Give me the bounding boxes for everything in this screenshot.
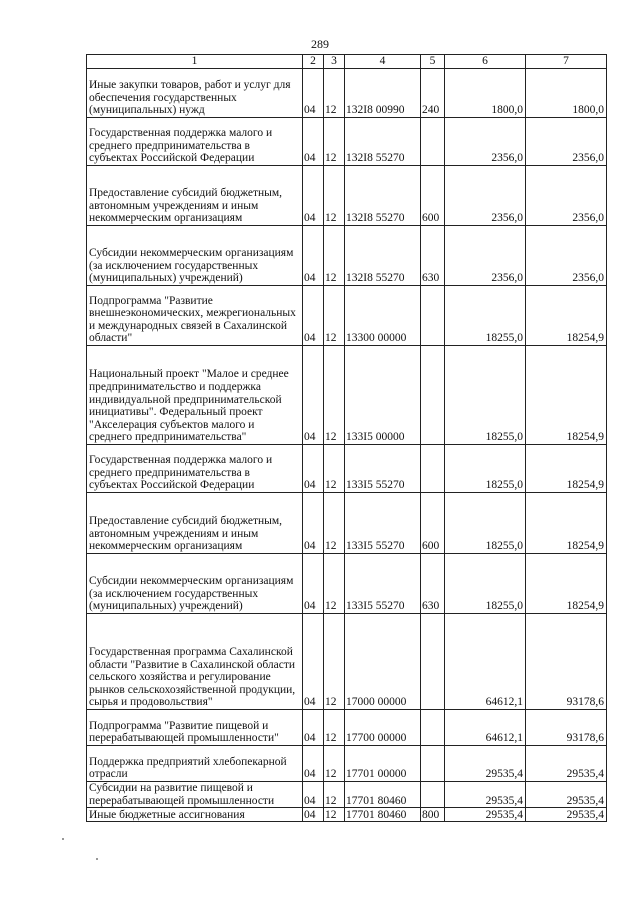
header-col-3: 3: [324, 55, 345, 69]
row-section-code: 04: [303, 554, 324, 614]
table-row: [87, 346, 607, 445]
table-row: [87, 493, 607, 554]
row-name: Субсидии некоммерческим организациям (за исключением государственных (муниципальных) учреждений): [87, 554, 303, 614]
row-name: Иные закупки товаров, работ и услуг для обеспечения государственных (муниципальных) нужд: [87, 69, 303, 118]
row-subsection-code: 12: [324, 554, 345, 614]
row-target-code: 133I5 55270: [345, 493, 421, 554]
row-target-code: 17700 00000: [345, 710, 421, 746]
row-amount-plan: 18255,0: [445, 445, 526, 493]
budget-table: [86, 54, 607, 822]
row-subsection-code: 12: [324, 746, 345, 782]
row-amount-plan: 18255,0: [445, 554, 526, 614]
row-subsection-code: 12: [324, 493, 345, 554]
row-expense-type-code: 600: [421, 493, 445, 554]
row-subsection-code: 12: [324, 69, 345, 118]
row-amount-plan: 2356,0: [445, 166, 526, 226]
row-amount-plan: 18255,0: [445, 286, 526, 346]
row-amount-plan: 64612,1: [445, 710, 526, 746]
row-name: Иные бюджетные ассигнования: [87, 808, 303, 822]
row-amount-actual: 29535,4: [526, 782, 607, 808]
row-expense-type-code: [421, 710, 445, 746]
row-target-code: 133I5 55270: [345, 445, 421, 493]
table-body: [87, 69, 607, 822]
row-section-code: 04: [303, 286, 324, 346]
row-name: Поддержка предприятий хлебопекарной отрасли: [87, 746, 303, 782]
row-expense-type-code: [421, 782, 445, 808]
table-row: [87, 782, 607, 808]
table-header-row: [87, 55, 607, 69]
header-col-1: 1: [87, 55, 303, 69]
row-amount-plan: 18255,0: [445, 346, 526, 445]
row-section-code: 04: [303, 808, 324, 822]
row-subsection-code: 12: [324, 226, 345, 286]
table-row: [87, 808, 607, 822]
row-expense-type-code: [421, 118, 445, 166]
row-amount-actual: 2356,0: [526, 226, 607, 286]
row-amount-plan: 64612,1: [445, 614, 526, 710]
scan-speck: [62, 838, 64, 840]
header-col-6: 6: [445, 55, 526, 69]
header-col-2: 2: [303, 55, 324, 69]
row-section-code: 04: [303, 445, 324, 493]
row-subsection-code: 12: [324, 286, 345, 346]
header-col-5: 5: [421, 55, 445, 69]
row-target-code: 17701 80460: [345, 782, 421, 808]
scan-speck: [96, 858, 98, 860]
row-section-code: 04: [303, 614, 324, 710]
row-amount-plan: 1800,0: [445, 69, 526, 118]
table-row: [87, 166, 607, 226]
table-row: [87, 614, 607, 710]
row-expense-type-code: 600: [421, 166, 445, 226]
row-target-code: 17701 00000: [345, 746, 421, 782]
row-target-code: 132I8 55270: [345, 118, 421, 166]
row-name: Предоставление субсидий бюджетным, автономным учреждениям и иным некоммерческим организациям: [87, 493, 303, 554]
page-number: 289: [311, 37, 329, 51]
row-amount-actual: 18254,9: [526, 493, 607, 554]
row-section-code: 04: [303, 226, 324, 286]
row-name: Национальный проект "Малое и среднее предпринимательство и поддержка индивидуальной предпринимательской инициативы". Федеральный проект "Акселерация субъектов малого и среднего предпринимательства": [87, 346, 303, 445]
row-expense-type-code: [421, 346, 445, 445]
row-section-code: 04: [303, 782, 324, 808]
row-section-code: 04: [303, 166, 324, 226]
row-amount-plan: 29535,4: [445, 782, 526, 808]
header-col-4: 4: [345, 55, 421, 69]
row-target-code: 13300 00000: [345, 286, 421, 346]
row-name: Субсидии на развитие пищевой и перерабатывающей промышленности: [87, 782, 303, 808]
row-amount-actual: 18254,9: [526, 445, 607, 493]
table-row: [87, 554, 607, 614]
row-section-code: 04: [303, 346, 324, 445]
row-amount-actual: 18254,9: [526, 554, 607, 614]
row-section-code: 04: [303, 710, 324, 746]
table-row: [87, 118, 607, 166]
row-expense-type-code: 800: [421, 808, 445, 822]
row-target-code: 132I8 55270: [345, 166, 421, 226]
table-row: [87, 286, 607, 346]
row-name: Государственная поддержка малого и среднего предпринимательства в субъектах Российской Федерации: [87, 118, 303, 166]
row-amount-actual: 2356,0: [526, 118, 607, 166]
row-amount-actual: 18254,9: [526, 346, 607, 445]
row-section-code: 04: [303, 69, 324, 118]
row-name: Государственная программа Сахалинской области "Развитие в Сахалинской области сельского хозяйства и регулирование рынков сельскохозяйственной продукции, сырья и продовольствия": [87, 614, 303, 710]
row-target-code: 133I5 00000: [345, 346, 421, 445]
table-row: [87, 226, 607, 286]
row-subsection-code: 12: [324, 346, 345, 445]
row-target-code: 133I5 55270: [345, 554, 421, 614]
row-target-code: 17000 00000: [345, 614, 421, 710]
row-expense-type-code: 240: [421, 69, 445, 118]
row-name: Подпрограмма "Развитие внешнеэкономических, межрегиональных и международных связей в Сахалинской области": [87, 286, 303, 346]
table-row: [87, 69, 607, 118]
row-subsection-code: 12: [324, 166, 345, 226]
row-amount-actual: 1800,0: [526, 69, 607, 118]
row-amount-plan: 29535,4: [445, 808, 526, 822]
row-amount-actual: 93178,6: [526, 710, 607, 746]
row-subsection-code: 12: [324, 118, 345, 166]
row-expense-type-code: 630: [421, 226, 445, 286]
row-section-code: 04: [303, 746, 324, 782]
row-section-code: 04: [303, 118, 324, 166]
row-amount-plan: 2356,0: [445, 118, 526, 166]
row-target-code: 132I8 55270: [345, 226, 421, 286]
row-amount-actual: 93178,6: [526, 614, 607, 710]
row-name: Подпрограмма "Развитие пищевой и перерабатывающей промышленности": [87, 710, 303, 746]
row-subsection-code: 12: [324, 710, 345, 746]
row-amount-actual: 29535,4: [526, 808, 607, 822]
header-col-7: 7: [526, 55, 607, 69]
row-name: Субсидии некоммерческим организациям (за исключением государственных (муниципальных) учреждений): [87, 226, 303, 286]
row-subsection-code: 12: [324, 614, 345, 710]
row-amount-actual: 29535,4: [526, 746, 607, 782]
table-row: [87, 710, 607, 746]
row-section-code: 04: [303, 493, 324, 554]
row-subsection-code: 12: [324, 808, 345, 822]
row-expense-type-code: [421, 614, 445, 710]
row-expense-type-code: 630: [421, 554, 445, 614]
row-amount-plan: 18255,0: [445, 493, 526, 554]
row-amount-actual: 18254,9: [526, 286, 607, 346]
row-subsection-code: 12: [324, 445, 345, 493]
row-amount-plan: 29535,4: [445, 746, 526, 782]
row-subsection-code: 12: [324, 782, 345, 808]
row-amount-plan: 2356,0: [445, 226, 526, 286]
row-expense-type-code: [421, 746, 445, 782]
row-target-code: 132I8 00990: [345, 69, 421, 118]
row-amount-actual: 2356,0: [526, 166, 607, 226]
table-row: [87, 746, 607, 782]
table-row: [87, 445, 607, 493]
row-expense-type-code: [421, 445, 445, 493]
row-name: Государственная поддержка малого и среднего предпринимательства в субъектах Российской Федерации: [87, 445, 303, 493]
row-target-code: 17701 80460: [345, 808, 421, 822]
row-name: Предоставление субсидий бюджетным, автономным учреждениям и иным некоммерческим организациям: [87, 166, 303, 226]
row-expense-type-code: [421, 286, 445, 346]
